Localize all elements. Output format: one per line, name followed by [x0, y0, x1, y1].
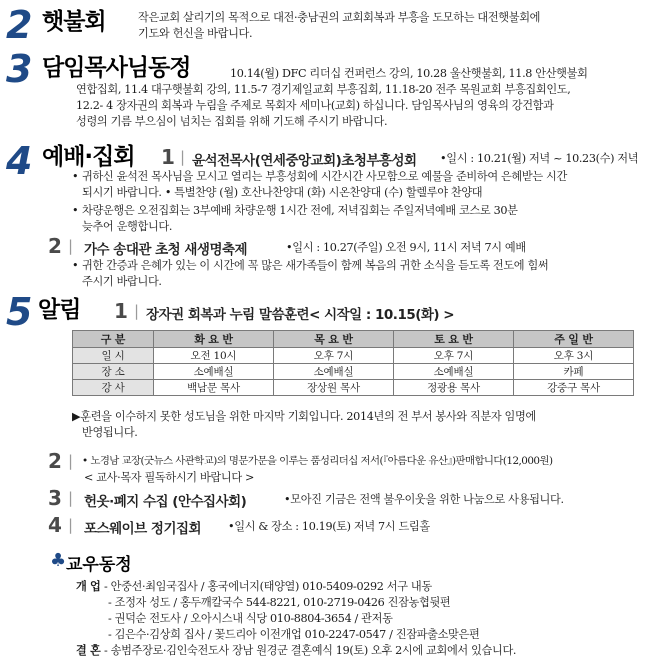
- section-2-title: 햇불회: [42, 9, 106, 35]
- section-2-line-2: 기도와 헌신을 바랍니다.: [138, 27, 253, 40]
- table-row: [73, 348, 634, 364]
- section-4-sub-1-bullet-1-line-1: 귀하신 윤석전 목사님을 모시고 열리는 부흥성회에 시간시간 사모함으로 예물을 준비하여 은혜받는 시간: [82, 170, 567, 183]
- section-2-line-1: 작은교회 살리기의 목적으로 대전·충남권의 교회회복과 부흥을 도모하는 대전햇불회에: [138, 11, 541, 24]
- table-header-cell: 화 요 반: [154, 331, 274, 348]
- section-5-title: 알림: [38, 297, 81, 323]
- table-header-row: [73, 331, 634, 348]
- section-5-sub-3-info: •모아진 기금은 전액 불우이웃을 위한 나눔으로 사용됩니다.: [284, 493, 564, 506]
- table-cell: 카페: [514, 364, 634, 380]
- section-3-number: 3: [6, 47, 32, 91]
- section-2-number: 2: [6, 3, 32, 47]
- table-row: [73, 380, 634, 396]
- divider-bar: |: [68, 452, 74, 470]
- section-4-sub-1-bullet-2-line-2: 늦추어 운행합니다.: [82, 220, 173, 233]
- section-4-number: 4: [6, 139, 32, 183]
- section-4-sub-1-info: •일시 : 10.21(월) 저녁 ~ 10.23(수) 저녁: [440, 152, 639, 165]
- table-cell: 오후 7시: [394, 348, 514, 364]
- table-cell: 오전 10시: [154, 348, 274, 364]
- section-4-sub-2-title: 가수 송대관 초청 새생명축제: [84, 242, 248, 258]
- section-5-sub-1-title: 장자권 회복과 누림 말씀훈련< 시작일 : 10.15(화) >: [146, 307, 455, 323]
- section-5-sub-2-number: 2: [48, 449, 62, 473]
- section-3-line-4: 성령의 기름 부으심이 넘치는 집회를 위해 기도해 주시기 바랍니다.: [76, 115, 388, 128]
- opening-label: 개 업: [76, 580, 101, 593]
- bullet-dot: •: [72, 259, 79, 272]
- schedule-table: [72, 330, 634, 396]
- divider-bar: |: [180, 148, 186, 166]
- table-cell: 소예배실: [154, 364, 274, 380]
- section-5-sub-1-number: 1: [114, 299, 128, 323]
- table-cell: 정광용 목사: [394, 380, 514, 396]
- table-cell: 강중구 목사: [514, 380, 634, 396]
- section-5-sub-2-line-1: • 노경남 교장(굿뉴스 사관학교)의 명문가문을 이루는 품성리더십 저서(『아름다운 유산』)판매합니다(12,000원): [82, 455, 553, 467]
- divider-bar: |: [134, 302, 140, 320]
- section-5-sub-1-note-line-1: ▶훈련을 이수하지 못한 성도님을 위한 마지막 기회입니다. 2014년의 전 부서 봉사와 직분자 임명에: [72, 410, 536, 423]
- section-5-sub-3-title: 헌옷·폐지 수집 (안수집사회): [84, 494, 247, 510]
- section-4-sub-2-info: •일시 : 10.27(주일) 오전 9시, 11시 저녁 7시 예배: [286, 241, 526, 254]
- section-5-sub-4-title: 포스웨이브 정기집회: [84, 521, 202, 537]
- news-line-1: - 안중선·최임국집사 / 홍국에너지(태양열) 010-5409-0292 서구 내동: [104, 580, 432, 593]
- table-cell: 소예배실: [394, 364, 514, 380]
- bullet-dot: •: [72, 204, 79, 217]
- section-4-sub-1-number: 1: [161, 145, 175, 169]
- table-cell: 장상원 목사: [274, 380, 394, 396]
- section-4-sub-1-title: 윤석전목사(연세중앙교회)초청부흥성회: [192, 153, 417, 169]
- section-3-title: 담임목사님동정: [42, 55, 191, 81]
- section-3-line-2: 연합집회, 11.4 대구햇불회 강의, 11.5-7 경기제일교회 부흥집회, 11.18-20 전주 목원교회 부흥집회인도,: [76, 83, 571, 96]
- section-5-sub-1-note-line-2: 반영됩니다.: [82, 426, 138, 439]
- section-5-sub-3-number: 3: [48, 486, 62, 510]
- news-line-3: - 권덕순 전도사 / 오아시스내 식당 010-8804-3654 / 관저동: [108, 612, 393, 625]
- section-3-line-3: 12.2- 4 장자권의 회복과 누림을 주제로 목회자 세미나(교회) 하십니다. 담임목사님의 영육의 강건함과: [76, 99, 554, 112]
- news-title: 교우동정: [66, 555, 132, 575]
- table-header-cell: 토 요 반: [394, 331, 514, 348]
- table-row: [73, 364, 634, 380]
- news-line-4: - 김은수·김상희 집사 / 꽃드리아 이전개업 010-2247-0547 / 진잠파출소맞은편: [108, 628, 480, 641]
- section-4-sub-2-bullet-1-line-1: 귀한 간증과 은혜가 있는 이 시간에 꼭 많은 새가족들이 함께 복음의 귀한 소식을 듣도록 전도에 힘써: [82, 259, 549, 272]
- divider-bar: |: [68, 516, 74, 534]
- section-5-sub-4-number: 4: [48, 513, 62, 537]
- section-4-sub-2-number: 2: [48, 234, 62, 258]
- table-row-header: 일 시: [73, 348, 154, 364]
- table-cell: 오후 7시: [274, 348, 394, 364]
- section-4-sub-2-bullet-1-line-2: 주시기 바랍니다.: [82, 275, 162, 288]
- section-4-sub-1-bullet-1-line-2: 되시기 바랍니다. • 특별찬양 (월) 호산나찬양대 (화) 시온찬양대 (수) 할렐루야 찬양대: [82, 186, 483, 199]
- section-5-sub-4-info: •일시 & 장소 : 10.19(토) 저녁 7시 드림홀: [228, 520, 430, 533]
- bullet-dot: •: [72, 170, 79, 183]
- divider-bar: |: [68, 489, 74, 507]
- news-line-2: - 조정자 성도 / 홍두깨칼국수 544-8221, 010-2719-0426 진잠농협뒷편: [108, 596, 451, 609]
- section-5-sub-2-line-2: < 교사·목자 필독하시기 바랍니다 >: [84, 471, 255, 484]
- section-4-sub-1-bullet-2-line-1: 차량운행은 오전집회는 3부예배 차량운행 1시간 전에, 저녁집회는 주일저녁예배 코스로 30분: [82, 204, 518, 217]
- table-cell: 백남문 목사: [154, 380, 274, 396]
- section-5-number: 5: [6, 290, 32, 334]
- table-cell: 오후 3시: [514, 348, 634, 364]
- section-3-line-1: 10.14(월) DFC 리더십 컨퍼런스 강의, 10.28 울산햇불회, 11.8 안산햇불회: [230, 67, 588, 80]
- news-line-5: - 송범주장로·김인숙전도사 장남 원경군 결혼예식 19(토) 오후 2시에 교회에서 있습니다.: [104, 644, 517, 657]
- table-row-header: 강 사: [73, 380, 154, 396]
- section-4-title: 예배·집회: [42, 144, 135, 170]
- wedding-label: 결 혼: [76, 644, 101, 657]
- table-header-cell: 주 일 반: [514, 331, 634, 348]
- divider-bar: |: [68, 237, 74, 255]
- table-header-cell: 구 분: [73, 331, 154, 348]
- table-header-cell: 목 요 반: [274, 331, 394, 348]
- table-row-header: 장 소: [73, 364, 154, 380]
- club-icon: ♣: [50, 550, 67, 571]
- table-cell: 소예배실: [274, 364, 394, 380]
